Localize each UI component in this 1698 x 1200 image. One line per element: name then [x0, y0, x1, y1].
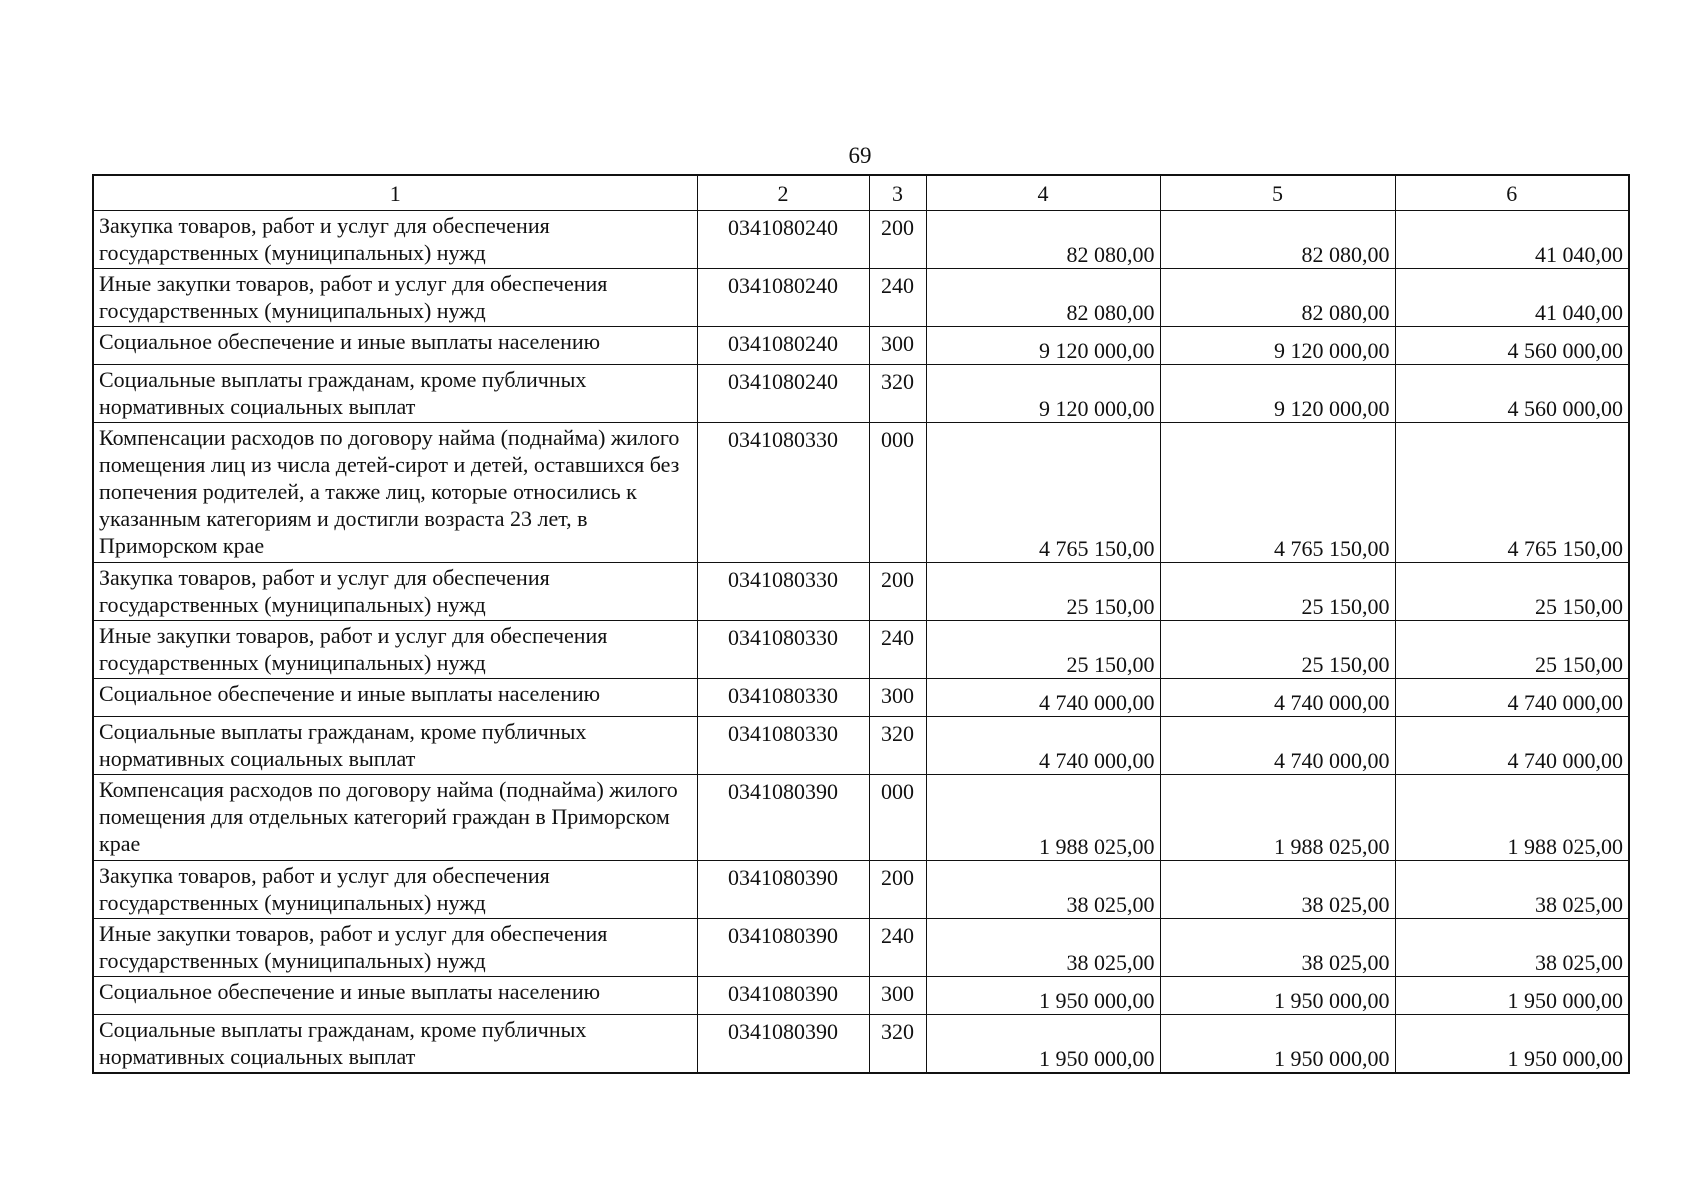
target-code-cell: 0341080330 [697, 563, 869, 621]
amount-col-4-cell: 9 120 000,00 [926, 365, 1160, 423]
expense-name-cell: Компенсации расходов по договору найма (поднайма) жилого помещения лиц из числа детей-сирот и детей, оставшихся без попечения родителей, а также лиц, которые относились к указанным категориям и достигли возраста 23 лет, в Приморском крае [93, 423, 697, 563]
target-code-cell: 0341080390 [697, 861, 869, 919]
expense-type-cell: 000 [869, 775, 926, 861]
expense-name-cell: Социальные выплаты гражданам, кроме публичных нормативных социальных выплат [93, 717, 697, 775]
amount-col-5-cell: 82 080,00 [1160, 211, 1395, 269]
amount-col-6-cell: 1 950 000,00 [1395, 977, 1629, 1015]
expense-name-cell: Компенсация расходов по договору найма (поднайма) жилого помещения для отдельных категорий граждан в Приморском крае [93, 775, 697, 861]
amount-col-4-cell: 82 080,00 [926, 211, 1160, 269]
expense-type-cell: 240 [869, 621, 926, 679]
expense-type-cell: 200 [869, 211, 926, 269]
expense-name-cell: Социальные выплаты гражданам, кроме публичных нормативных социальных выплат [93, 365, 697, 423]
amount-col-6-cell: 38 025,00 [1395, 919, 1629, 977]
expense-type-cell: 000 [869, 423, 926, 563]
budget-table [92, 174, 1630, 1074]
amount-col-5-cell: 1 950 000,00 [1160, 1015, 1395, 1074]
expense-type-cell: 200 [869, 563, 926, 621]
expense-name-cell: Иные закупки товаров, работ и услуг для обеспечения государственных (муниципальных) нужд [93, 919, 697, 977]
target-code-cell: 0341080240 [697, 211, 869, 269]
amount-col-6-cell: 41 040,00 [1395, 211, 1629, 269]
table-row [93, 861, 1629, 919]
table-row [93, 679, 1629, 717]
target-code-cell: 0341080390 [697, 919, 869, 977]
header-col-2: 2 [697, 175, 869, 211]
table-row [93, 269, 1629, 327]
amount-col-5-cell: 1 950 000,00 [1160, 977, 1395, 1015]
expense-name-cell: Иные закупки товаров, работ и услуг для обеспечения государственных (муниципальных) нужд [93, 621, 697, 679]
amount-col-6-cell: 1 950 000,00 [1395, 1015, 1629, 1074]
amount-col-4-cell: 1 950 000,00 [926, 977, 1160, 1015]
table-row [93, 365, 1629, 423]
expense-name-cell: Социальное обеспечение и иные выплаты населению [93, 327, 697, 365]
table-row [93, 717, 1629, 775]
amount-col-6-cell: 25 150,00 [1395, 563, 1629, 621]
amount-col-4-cell: 82 080,00 [926, 269, 1160, 327]
header-col-1: 1 [93, 175, 697, 211]
expense-name-cell: Закупка товаров, работ и услуг для обеспечения государственных (муниципальных) нужд [93, 563, 697, 621]
expense-type-cell: 320 [869, 1015, 926, 1074]
header-col-5: 5 [1160, 175, 1395, 211]
table-row [93, 977, 1629, 1015]
table-row [93, 423, 1629, 563]
amount-col-6-cell: 4 560 000,00 [1395, 327, 1629, 365]
amount-col-6-cell: 38 025,00 [1395, 861, 1629, 919]
amount-col-5-cell: 25 150,00 [1160, 563, 1395, 621]
amount-col-6-cell: 1 988 025,00 [1395, 775, 1629, 861]
amount-col-5-cell: 82 080,00 [1160, 269, 1395, 327]
target-code-cell: 0341080330 [697, 621, 869, 679]
header-col-6: 6 [1395, 175, 1629, 211]
expense-name-cell: Закупка товаров, работ и услуг для обеспечения государственных (муниципальных) нужд [93, 211, 697, 269]
header-col-3: 3 [869, 175, 926, 211]
amount-col-6-cell: 4 740 000,00 [1395, 679, 1629, 717]
amount-col-5-cell: 4 765 150,00 [1160, 423, 1395, 563]
target-code-cell: 0341080390 [697, 775, 869, 861]
amount-col-5-cell: 1 988 025,00 [1160, 775, 1395, 861]
target-code-cell: 0341080330 [697, 679, 869, 717]
table-row [93, 775, 1629, 861]
amount-col-5-cell: 4 740 000,00 [1160, 679, 1395, 717]
amount-col-5-cell: 9 120 000,00 [1160, 327, 1395, 365]
target-code-cell: 0341080240 [697, 269, 869, 327]
table-row [93, 211, 1629, 269]
expense-name-cell: Социальное обеспечение и иные выплаты населению [93, 977, 697, 1015]
expense-type-cell: 300 [869, 679, 926, 717]
amount-col-5-cell: 38 025,00 [1160, 919, 1395, 977]
amount-col-6-cell: 4 560 000,00 [1395, 365, 1629, 423]
table-header-row [93, 175, 1629, 211]
expense-type-cell: 320 [869, 717, 926, 775]
target-code-cell: 0341080330 [697, 717, 869, 775]
expense-type-cell: 240 [869, 919, 926, 977]
amount-col-6-cell: 41 040,00 [1395, 269, 1629, 327]
amount-col-5-cell: 4 740 000,00 [1160, 717, 1395, 775]
expense-type-cell: 320 [869, 365, 926, 423]
table-row [93, 919, 1629, 977]
page-number: 69 [848, 143, 872, 168]
amount-col-4-cell: 25 150,00 [926, 563, 1160, 621]
target-code-cell: 0341080240 [697, 327, 869, 365]
expense-type-cell: 300 [869, 327, 926, 365]
expense-name-cell: Иные закупки товаров, работ и услуг для обеспечения государственных (муниципальных) нужд [93, 269, 697, 327]
expense-name-cell: Социальное обеспечение и иные выплаты населению [93, 679, 697, 717]
amount-col-4-cell: 38 025,00 [926, 919, 1160, 977]
expense-type-cell: 240 [869, 269, 926, 327]
amount-col-5-cell: 38 025,00 [1160, 861, 1395, 919]
amount-col-6-cell: 4 765 150,00 [1395, 423, 1629, 563]
amount-col-4-cell: 25 150,00 [926, 621, 1160, 679]
expense-name-cell: Закупка товаров, работ и услуг для обеспечения государственных (муниципальных) нужд [93, 861, 697, 919]
header-col-4: 4 [926, 175, 1160, 211]
table-body [93, 175, 1629, 1073]
target-code-cell: 0341080390 [697, 977, 869, 1015]
amount-col-4-cell: 38 025,00 [926, 861, 1160, 919]
target-code-cell: 0341080240 [697, 365, 869, 423]
amount-col-4-cell: 4 740 000,00 [926, 717, 1160, 775]
table-row [93, 621, 1629, 679]
table-row [93, 563, 1629, 621]
table-row [93, 327, 1629, 365]
expense-name-cell: Социальные выплаты гражданам, кроме публичных нормативных социальных выплат [93, 1015, 697, 1074]
target-code-cell: 0341080390 [697, 1015, 869, 1074]
expense-type-cell: 300 [869, 977, 926, 1015]
amount-col-4-cell: 4 740 000,00 [926, 679, 1160, 717]
amount-col-6-cell: 25 150,00 [1395, 621, 1629, 679]
amount-col-4-cell: 9 120 000,00 [926, 327, 1160, 365]
amount-col-4-cell: 1 988 025,00 [926, 775, 1160, 861]
amount-col-5-cell: 9 120 000,00 [1160, 365, 1395, 423]
expense-type-cell: 200 [869, 861, 926, 919]
target-code-cell: 0341080330 [697, 423, 869, 563]
table-row [93, 1015, 1629, 1074]
amount-col-4-cell: 4 765 150,00 [926, 423, 1160, 563]
amount-col-6-cell: 4 740 000,00 [1395, 717, 1629, 775]
amount-col-5-cell: 25 150,00 [1160, 621, 1395, 679]
amount-col-4-cell: 1 950 000,00 [926, 1015, 1160, 1074]
